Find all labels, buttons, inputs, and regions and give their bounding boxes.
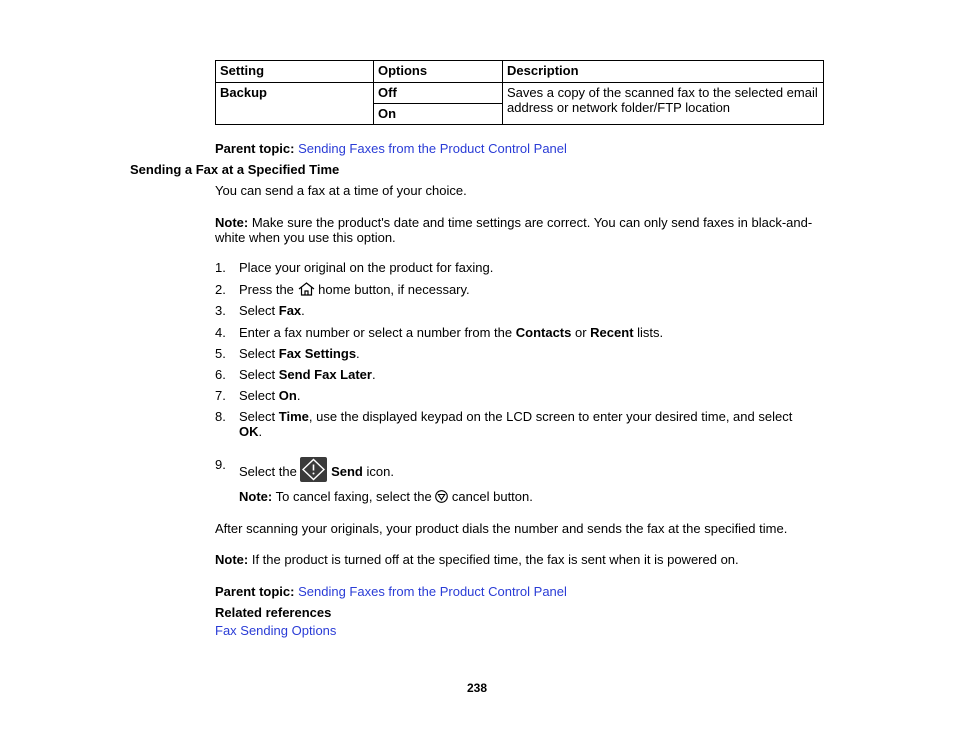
step-bold: Send Fax Later	[278, 367, 372, 382]
step-text: Select	[239, 367, 279, 382]
step-item	[239, 409, 824, 439]
step-item	[239, 303, 305, 318]
step-item	[239, 367, 376, 382]
section-title: Sending a Fax at a Specified Time	[130, 162, 340, 177]
step-bold: On	[278, 388, 297, 403]
step-text: Select	[239, 409, 279, 424]
step-text: Select the	[239, 464, 301, 479]
note-text: cancel button.	[448, 489, 533, 504]
step-bold: Fax	[278, 303, 302, 318]
note-dates	[215, 215, 812, 230]
table-header-row	[216, 61, 824, 83]
note-label: Note:	[215, 215, 249, 230]
step-text: Enter a fax number or select a number from the	[239, 325, 516, 340]
step-number: 7.	[215, 388, 226, 403]
note-cancel	[239, 489, 533, 506]
related-link-wrapper	[215, 623, 336, 638]
parent-topic-link[interactable]: Sending Faxes from the Product Control Panel	[298, 141, 567, 156]
step-text: Select	[239, 303, 279, 318]
step-text: Place your original on the product for faxing.	[239, 260, 494, 275]
step-bold: Contacts	[515, 325, 572, 340]
fax-sending-options-link[interactable]: Fax Sending Options	[215, 623, 337, 638]
step-bold: Recent	[590, 325, 634, 340]
step-number: 6.	[215, 367, 226, 382]
step-text: .	[296, 388, 301, 403]
after-text: After scanning your originals, your product dials the number and sends the fax at the specified time.	[215, 521, 788, 536]
parent-topic-link[interactable]: Sending Faxes from the Product Control Panel	[298, 584, 567, 599]
step-text: icon.	[362, 464, 394, 479]
parent-topic-label: Parent topic:	[215, 584, 295, 599]
step-text: lists.	[633, 325, 664, 340]
step-text: .	[301, 303, 305, 318]
cell-option-on: On	[374, 104, 503, 125]
step-number: 8.	[215, 409, 226, 424]
related-references-heading: Related references	[215, 605, 332, 620]
step-number: 1.	[215, 260, 226, 275]
page-number: 238	[466, 681, 488, 695]
note-text: To cancel faxing, select the	[275, 489, 436, 504]
cell-description: Saves a copy of the scanned fax to the selected email address or network folder/FTP location	[503, 83, 824, 125]
step-item	[239, 325, 663, 340]
step-text: .	[258, 424, 263, 439]
step-text: .	[371, 367, 376, 382]
stop-icon	[435, 490, 448, 506]
note-powered	[215, 552, 739, 567]
step-bold: Fax Settings	[278, 346, 357, 361]
table-row	[216, 83, 824, 104]
cell-option-off: Off	[374, 83, 503, 104]
step-item	[239, 346, 360, 361]
note-label: Note:	[215, 552, 249, 567]
step-number: 9.	[215, 457, 226, 472]
step-text: .	[356, 346, 360, 361]
step-text: Press the	[239, 282, 298, 297]
parent-topic-label: Parent topic:	[215, 141, 295, 156]
header-setting: Setting	[216, 61, 374, 83]
parent-topic	[215, 584, 567, 599]
step-bold: Time	[278, 409, 309, 424]
step-text: Select	[239, 346, 279, 361]
step-text: , use the displayed keypad on the LCD screen to enter your desired time, and select	[308, 409, 793, 424]
home-icon	[298, 282, 315, 299]
note-label: Note:	[239, 489, 273, 504]
send-icon	[300, 457, 327, 482]
step-text: home button, if necessary.	[314, 282, 470, 297]
header-description: Description	[503, 61, 824, 83]
settings-table	[215, 60, 824, 125]
step-item	[239, 457, 394, 482]
step-bold: OK	[239, 424, 259, 439]
step-number: 3.	[215, 303, 226, 318]
step-item	[239, 282, 470, 299]
step-text: Select	[239, 388, 279, 403]
note-text-cont: white when you use this option.	[215, 230, 396, 245]
note-text: Make sure the product's date and time settings are correct. You can only send faxes in black-and-	[251, 215, 813, 230]
step-number: 2.	[215, 282, 226, 297]
note-text: If the product is turned off at the specified time, the fax is sent when it is powered on.	[251, 552, 739, 567]
step-number: 5.	[215, 346, 226, 361]
parent-topic	[215, 141, 567, 156]
step-item	[239, 388, 300, 403]
step-text: or	[571, 325, 591, 340]
cell-setting: Backup	[216, 83, 374, 125]
intro-text: You can send a fax at a time of your choice.	[215, 183, 467, 198]
step-number: 4.	[215, 325, 226, 340]
header-options: Options	[374, 61, 503, 83]
step-bold: Send	[331, 464, 363, 479]
